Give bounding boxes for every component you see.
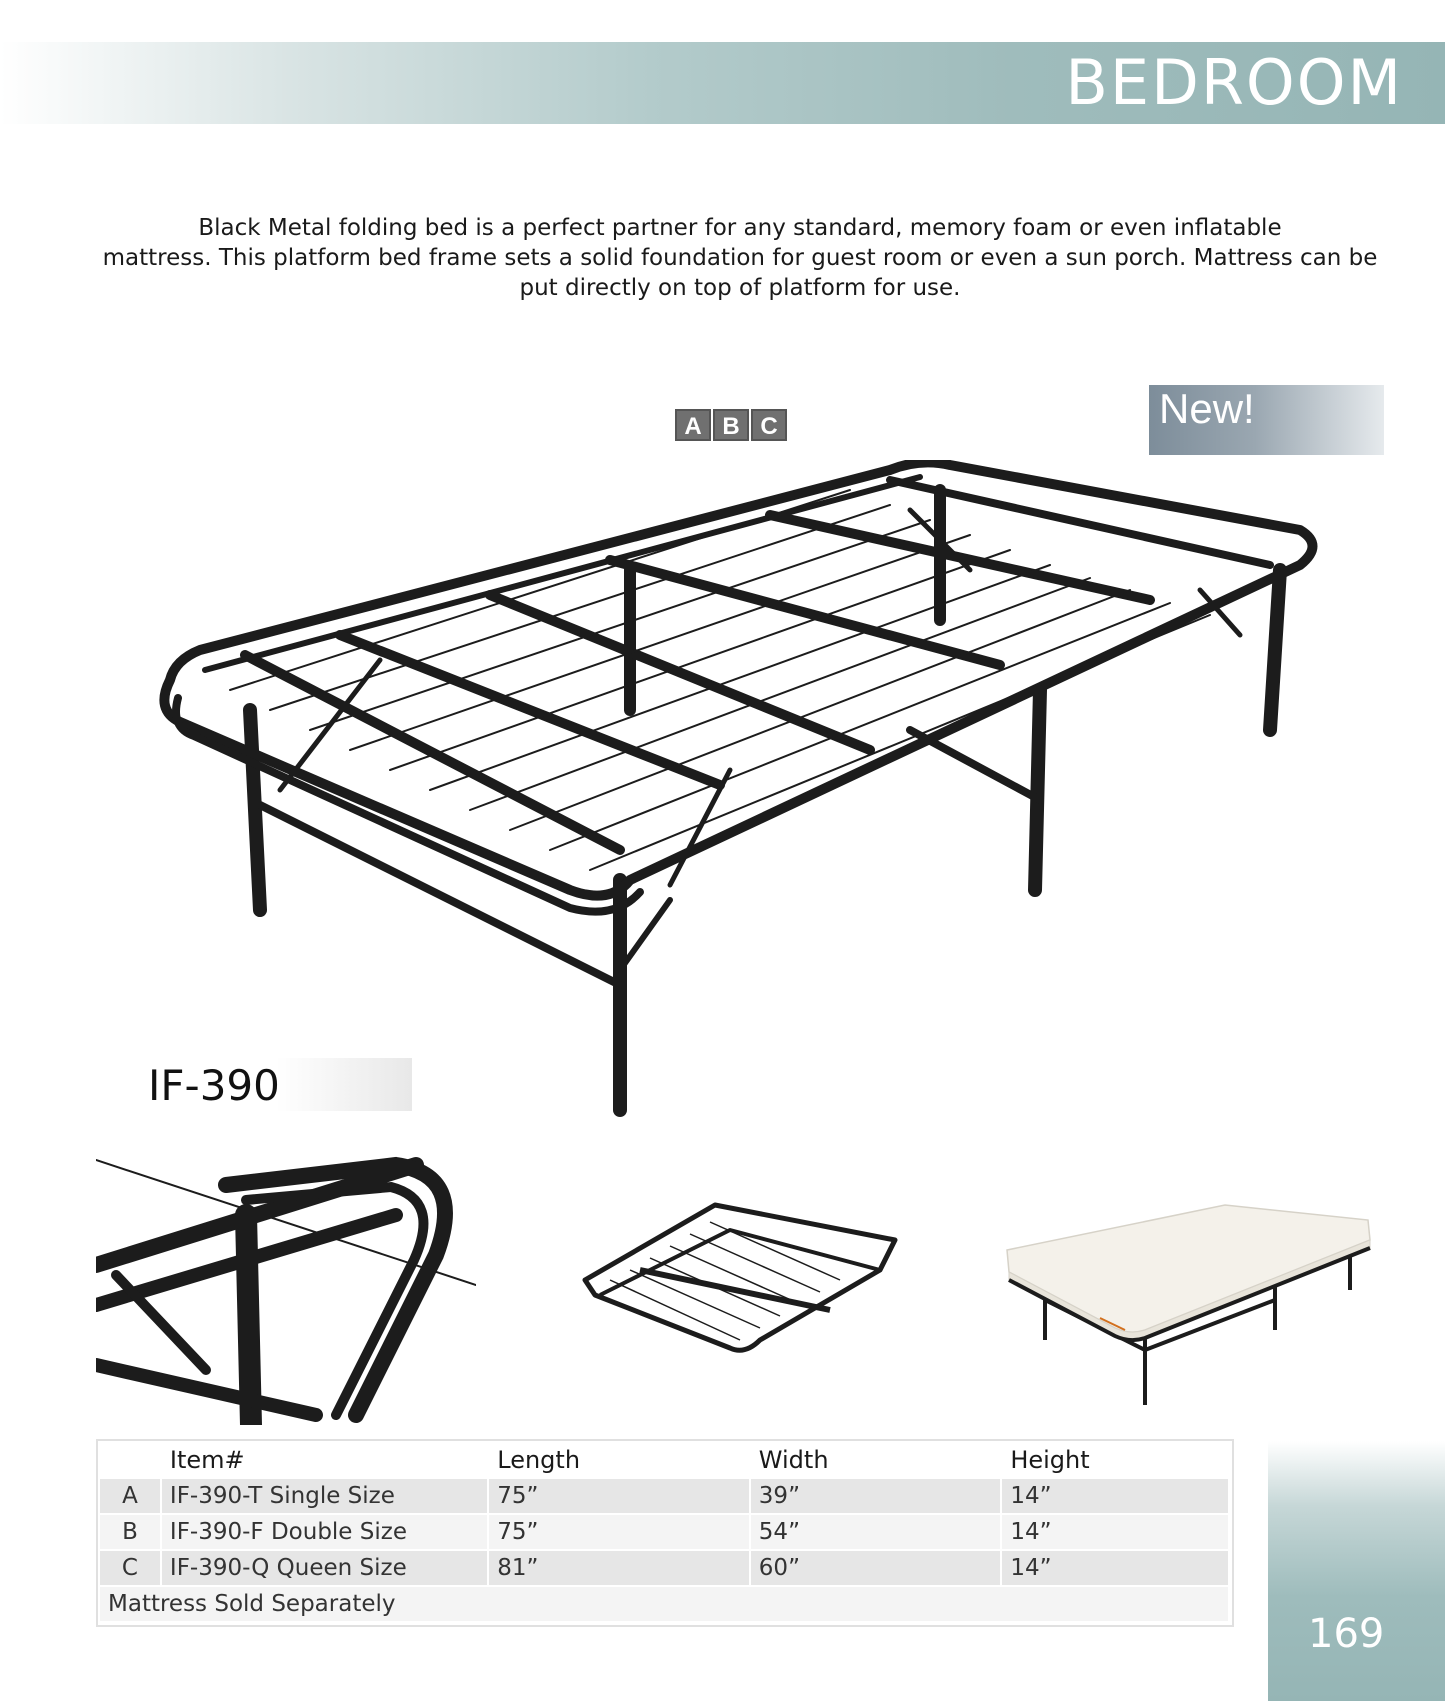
size-badge-a: A [675, 409, 711, 441]
model-plate [140, 1058, 412, 1111]
row-width: 39” [750, 1478, 1002, 1514]
row-code: B [99, 1514, 161, 1550]
row-item: IF-390-Q Queen Size [161, 1550, 488, 1586]
row-length: 75” [488, 1514, 750, 1550]
row-code: A [99, 1478, 161, 1514]
table-row [99, 1550, 1229, 1586]
description-line-2: mattress. This platform bed frame sets a solid foundation for guest room or even a sun porch. Mattress can be [102, 245, 1378, 271]
table-row [99, 1478, 1229, 1514]
header-width: Width [750, 1442, 1002, 1478]
description-line-1: Black Metal folding bed is a perfect partner for any standard, memory foam or even inflatable [198, 215, 1282, 241]
size-badge-c: C [751, 409, 787, 441]
row-width: 60” [750, 1550, 1002, 1586]
size-badges [675, 409, 787, 441]
section-title: BEDROOM [1065, 46, 1403, 119]
row-item: IF-390-T Single Size [161, 1478, 488, 1514]
table-footer-row [99, 1586, 1229, 1622]
spec-table [98, 1441, 1230, 1623]
page-number-box [1268, 1441, 1445, 1701]
page-number: 169 [1308, 1611, 1385, 1657]
row-length: 75” [488, 1478, 750, 1514]
mattress-note: Mattress Sold Separately [99, 1586, 1229, 1622]
row-item: IF-390-F Double Size [161, 1514, 488, 1550]
row-width: 54” [750, 1514, 1002, 1550]
spec-table-header [99, 1442, 1229, 1478]
row-length: 81” [488, 1550, 750, 1586]
size-badge-b: B [713, 409, 749, 441]
header-code [99, 1442, 161, 1478]
corner-detail-image [96, 1155, 476, 1425]
bed-frame-image [150, 460, 1340, 1120]
product-description [95, 213, 1385, 303]
header-item: Item# [161, 1442, 488, 1478]
table-row [99, 1514, 1229, 1550]
new-badge-label: New! [1159, 385, 1255, 432]
row-height: 14” [1001, 1550, 1229, 1586]
header-length: Length [488, 1442, 750, 1478]
folded-frame-image [580, 1200, 900, 1360]
mattress-on-frame-image [1005, 1200, 1375, 1410]
model-number: IF-390 [148, 1061, 280, 1110]
header-height: Height [1001, 1442, 1229, 1478]
row-height: 14” [1001, 1478, 1229, 1514]
row-height: 14” [1001, 1514, 1229, 1550]
section-header-bar [0, 42, 1445, 124]
description-line-3: put directly on top of platform for use. [519, 275, 961, 301]
row-code: C [99, 1550, 161, 1586]
new-badge [1149, 385, 1384, 455]
